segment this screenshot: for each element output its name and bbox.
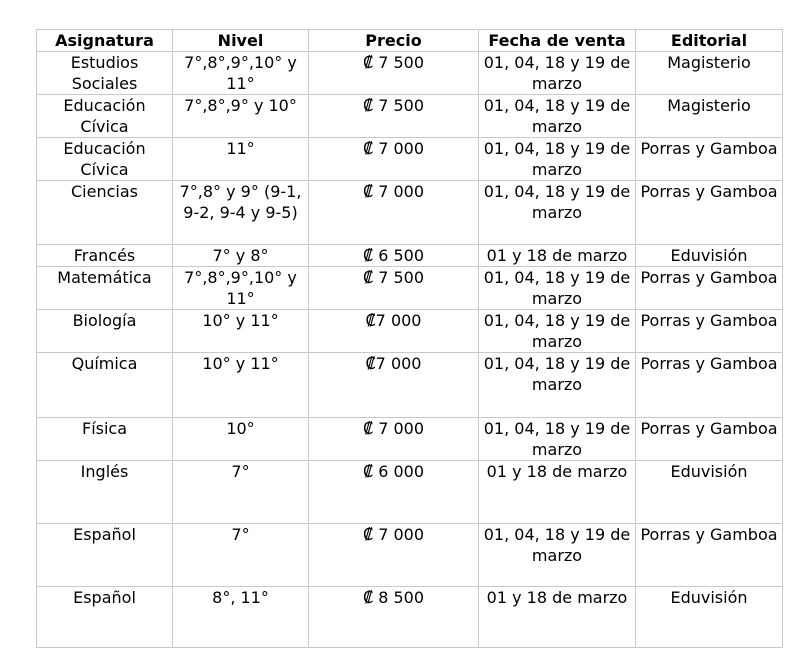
cell-asignatura: Ciencias xyxy=(37,181,173,245)
cell-asignatura: Matemática xyxy=(37,267,173,310)
table-row xyxy=(37,587,783,648)
cell-nivel: 10° y 11° xyxy=(173,353,309,418)
header-precio: Precio xyxy=(309,30,479,52)
cell-editorial: Porras y Gamboa xyxy=(636,353,783,418)
cell-fecha: 01, 04, 18 y 19 de marzo xyxy=(479,310,636,353)
cell-editorial: Magisterio xyxy=(636,52,783,95)
cell-nivel: 7° xyxy=(173,524,309,587)
cell-nivel: 10° y 11° xyxy=(173,310,309,353)
cell-nivel: 7° y 8° xyxy=(173,245,309,267)
cell-precio: ₡ 7 000 xyxy=(309,418,479,461)
cell-asignatura: Inglés xyxy=(37,461,173,524)
cell-fecha: 01, 04, 18 y 19 de marzo xyxy=(479,353,636,418)
cell-nivel: 7° xyxy=(173,461,309,524)
cell-precio: ₡ 7 000 xyxy=(309,524,479,587)
cell-fecha: 01, 04, 18 y 19 de marzo xyxy=(479,524,636,587)
cell-precio: ₡ 7 500 xyxy=(309,95,479,138)
table-row xyxy=(37,310,783,353)
table-row xyxy=(37,52,783,95)
cell-asignatura: Francés xyxy=(37,245,173,267)
table-row xyxy=(37,181,783,245)
cell-fecha: 01, 04, 18 y 19 de marzo xyxy=(479,138,636,181)
cell-asignatura: Física xyxy=(37,418,173,461)
cell-precio: ₡ 6 000 xyxy=(309,461,479,524)
header-editorial: Editorial xyxy=(636,30,783,52)
cell-asignatura: Estudios Sociales xyxy=(37,52,173,95)
table-row xyxy=(37,524,783,587)
cell-fecha: 01, 04, 18 y 19 de marzo xyxy=(479,418,636,461)
cell-fecha: 01, 04, 18 y 19 de marzo xyxy=(479,181,636,245)
cell-asignatura: Química xyxy=(37,353,173,418)
cell-fecha: 01, 04, 18 y 19 de marzo xyxy=(479,95,636,138)
cell-editorial: Porras y Gamboa xyxy=(636,138,783,181)
cell-fecha: 01 y 18 de marzo xyxy=(479,461,636,524)
table-row xyxy=(37,138,783,181)
cell-precio: ₡ 8 500 xyxy=(309,587,479,648)
header-fecha: Fecha de venta xyxy=(479,30,636,52)
table-row xyxy=(37,353,783,418)
cell-nivel: 7°,8°,9°,10° y 11° xyxy=(173,267,309,310)
cell-nivel: 7°,8°,9° y 10° xyxy=(173,95,309,138)
table-row xyxy=(37,418,783,461)
cell-asignatura: Español xyxy=(37,524,173,587)
cell-editorial: Porras y Gamboa xyxy=(636,524,783,587)
cell-nivel: 11° xyxy=(173,138,309,181)
cell-editorial: Eduvisión xyxy=(636,587,783,648)
cell-asignatura: Educación Cívica xyxy=(37,138,173,181)
cell-asignatura: Español xyxy=(37,587,173,648)
cell-editorial: Porras y Gamboa xyxy=(636,418,783,461)
cell-precio: ₡ 7 000 xyxy=(309,138,479,181)
cell-editorial: Eduvisión xyxy=(636,461,783,524)
header-row xyxy=(37,30,783,52)
cell-fecha: 01 y 18 de marzo xyxy=(479,245,636,267)
cell-precio: ₡ 7 000 xyxy=(309,181,479,245)
cell-editorial: Porras y Gamboa xyxy=(636,267,783,310)
cell-editorial: Porras y Gamboa xyxy=(636,181,783,245)
cell-fecha: 01, 04, 18 y 19 de marzo xyxy=(479,267,636,310)
header-asignatura: Asignatura xyxy=(37,30,173,52)
cell-nivel: 8°, 11° xyxy=(173,587,309,648)
cell-asignatura: Biología xyxy=(37,310,173,353)
cell-editorial: Porras y Gamboa xyxy=(636,310,783,353)
cell-fecha: 01, 04, 18 y 19 de marzo xyxy=(479,52,636,95)
cell-editorial: Magisterio xyxy=(636,95,783,138)
cell-precio: ₡ 7 500 xyxy=(309,267,479,310)
cell-fecha: 01 y 18 de marzo xyxy=(479,587,636,648)
cell-nivel: 7°,8° y 9° (9-1, 9-2, 9-4 y 9-5) xyxy=(173,181,309,245)
cell-nivel: 7°,8°,9°,10° y 11° xyxy=(173,52,309,95)
cell-editorial: Eduvisión xyxy=(636,245,783,267)
table-row xyxy=(37,267,783,310)
cell-precio: ₡7 000 xyxy=(309,310,479,353)
cell-precio: ₡ 7 500 xyxy=(309,52,479,95)
cell-precio: ₡ 6 500 xyxy=(309,245,479,267)
header-nivel: Nivel xyxy=(173,30,309,52)
cell-nivel: 10° xyxy=(173,418,309,461)
table-row xyxy=(37,245,783,267)
cell-asignatura: Educación Cívica xyxy=(37,95,173,138)
cell-precio: ₡7 000 xyxy=(309,353,479,418)
books-table xyxy=(36,29,783,648)
table-row xyxy=(37,95,783,138)
table-row xyxy=(37,461,783,524)
